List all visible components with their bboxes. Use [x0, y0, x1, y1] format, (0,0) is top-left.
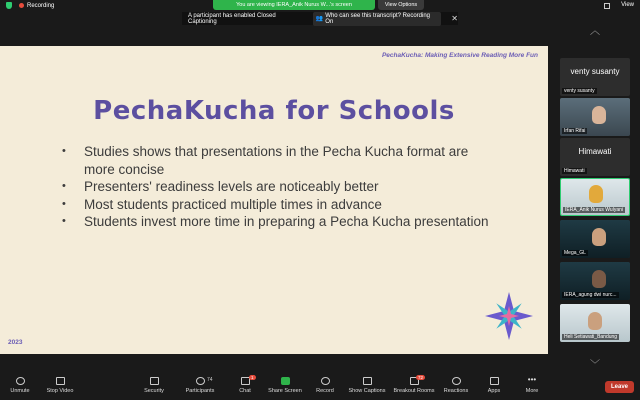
view-button[interactable]: View	[621, 2, 634, 8]
record-button[interactable]	[305, 377, 345, 394]
more-button[interactable]	[512, 377, 552, 394]
apps-button[interactable]	[474, 377, 514, 394]
slide-bullet-list	[62, 143, 502, 231]
record-label: Record	[316, 388, 334, 394]
recording-indicator[interactable]	[6, 2, 54, 9]
participant-tile-active-speaker[interactable]	[560, 178, 630, 216]
leave-button[interactable]: Leave	[605, 381, 634, 393]
participant-big-name: Himawati	[578, 147, 612, 156]
grid-icon[interactable]	[604, 3, 610, 9]
stop-video-button[interactable]	[40, 377, 80, 394]
unmute-label: Unmute	[10, 388, 30, 394]
chat-label: Chat	[239, 388, 251, 394]
slide-bullet: • Most students practiced multiple times in advance	[62, 196, 502, 214]
captioning-notice	[182, 12, 458, 25]
participant-tile[interactable]	[560, 220, 630, 258]
reactions-label: Reactions	[443, 388, 469, 394]
chat-button[interactable]	[225, 377, 265, 394]
star-logo-icon	[485, 292, 533, 340]
participant-tile[interactable]	[560, 58, 630, 96]
participant-big-name: venty susanty	[570, 67, 620, 76]
apps-label: Apps	[487, 388, 501, 394]
participant-face	[589, 185, 603, 203]
slide-bullet: • Students invest more time in preparing a Pecha Kucha presentation	[62, 213, 502, 231]
participant-name: IERA_agung dwi nurc...	[564, 292, 617, 298]
participant-face	[592, 228, 606, 246]
participant-face	[592, 270, 606, 288]
apps-icon	[490, 377, 499, 385]
participant-tile[interactable]	[560, 262, 630, 300]
share-screen-icon	[281, 377, 290, 385]
recording-label: Recording	[27, 2, 55, 9]
participant-face	[588, 312, 602, 330]
participants-label: Participants	[185, 388, 215, 394]
reactions-button[interactable]	[436, 377, 476, 394]
participant-name: Irfan Rifai	[564, 128, 586, 134]
shield-icon	[150, 377, 159, 385]
breakout-badge: 72	[418, 375, 424, 380]
chevron-down-icon[interactable]: ﹀	[590, 360, 600, 371]
participant-name: IERA_Anik Nurus Wulyani	[565, 207, 623, 213]
ellipsis-icon: •••	[527, 375, 537, 384]
share-screen-button[interactable]	[265, 377, 305, 394]
participant-tile[interactable]	[560, 98, 630, 136]
transcript-visibility-button[interactable]	[313, 12, 442, 26]
participant-name: Mega_GL	[564, 250, 586, 256]
chat-badge: 1	[251, 375, 254, 380]
close-icon[interactable]: ✕	[451, 14, 458, 23]
security-label: Security	[144, 388, 164, 394]
share-screen-label: Share Screen	[268, 388, 302, 394]
participant-name: Himawati	[564, 168, 585, 174]
smiley-icon	[452, 377, 461, 385]
show-captions-button[interactable]	[347, 377, 387, 394]
shield-icon[interactable]	[6, 2, 12, 9]
participants-button[interactable]	[180, 377, 220, 394]
meeting-toolbar	[0, 372, 640, 400]
participant-tile[interactable]	[560, 138, 630, 176]
unmute-button[interactable]	[0, 377, 40, 394]
security-button[interactable]	[134, 377, 174, 394]
breakout-rooms-button[interactable]	[392, 377, 436, 394]
slide-bullet: • Presenters' readiness levels are noticeably better	[62, 178, 502, 196]
record-icon	[321, 377, 330, 385]
more-label: More	[525, 388, 539, 394]
transcript-visibility-label: Who can see this transcript? Recording On	[325, 12, 430, 25]
captions-icon	[363, 377, 372, 385]
shared-screen	[0, 46, 548, 354]
show-captions-label: Show Captions	[348, 388, 386, 394]
breakout-rooms-label: Breakout Rooms	[393, 388, 435, 394]
people-icon	[196, 377, 205, 385]
view-options-button[interactable]: View Options	[378, 0, 424, 10]
participants-panel	[558, 28, 640, 372]
viewing-screen-banner: You are viewing IERA_Anik Nurus W...'s screen	[213, 0, 375, 10]
video-camera-icon	[56, 377, 65, 385]
slide-title: PechaKucha for Schools	[93, 96, 455, 126]
slide-header: PechaKucha: Making Extensive Reading More Fun	[381, 52, 538, 59]
microphone-icon	[16, 377, 25, 385]
captioning-message: A participant has enabled Closed Captioning	[188, 12, 276, 25]
participant-name: Heli Setiawati_Bandung	[564, 334, 618, 340]
slide-year: 2023	[8, 339, 23, 346]
participant-name: venty susanty	[564, 88, 595, 94]
recording-dot-icon	[19, 3, 24, 8]
participants-count: 74	[207, 377, 213, 383]
slide-bullet: • Studies shows that presentations in the Pecha Kucha format are more concise	[62, 143, 502, 178]
stop-video-label: Stop Video	[46, 388, 74, 394]
participant-face	[592, 106, 606, 124]
people-icon: 👥	[315, 16, 324, 22]
participant-tile[interactable]	[560, 304, 630, 342]
chevron-up-icon[interactable]: ︿	[590, 26, 600, 37]
